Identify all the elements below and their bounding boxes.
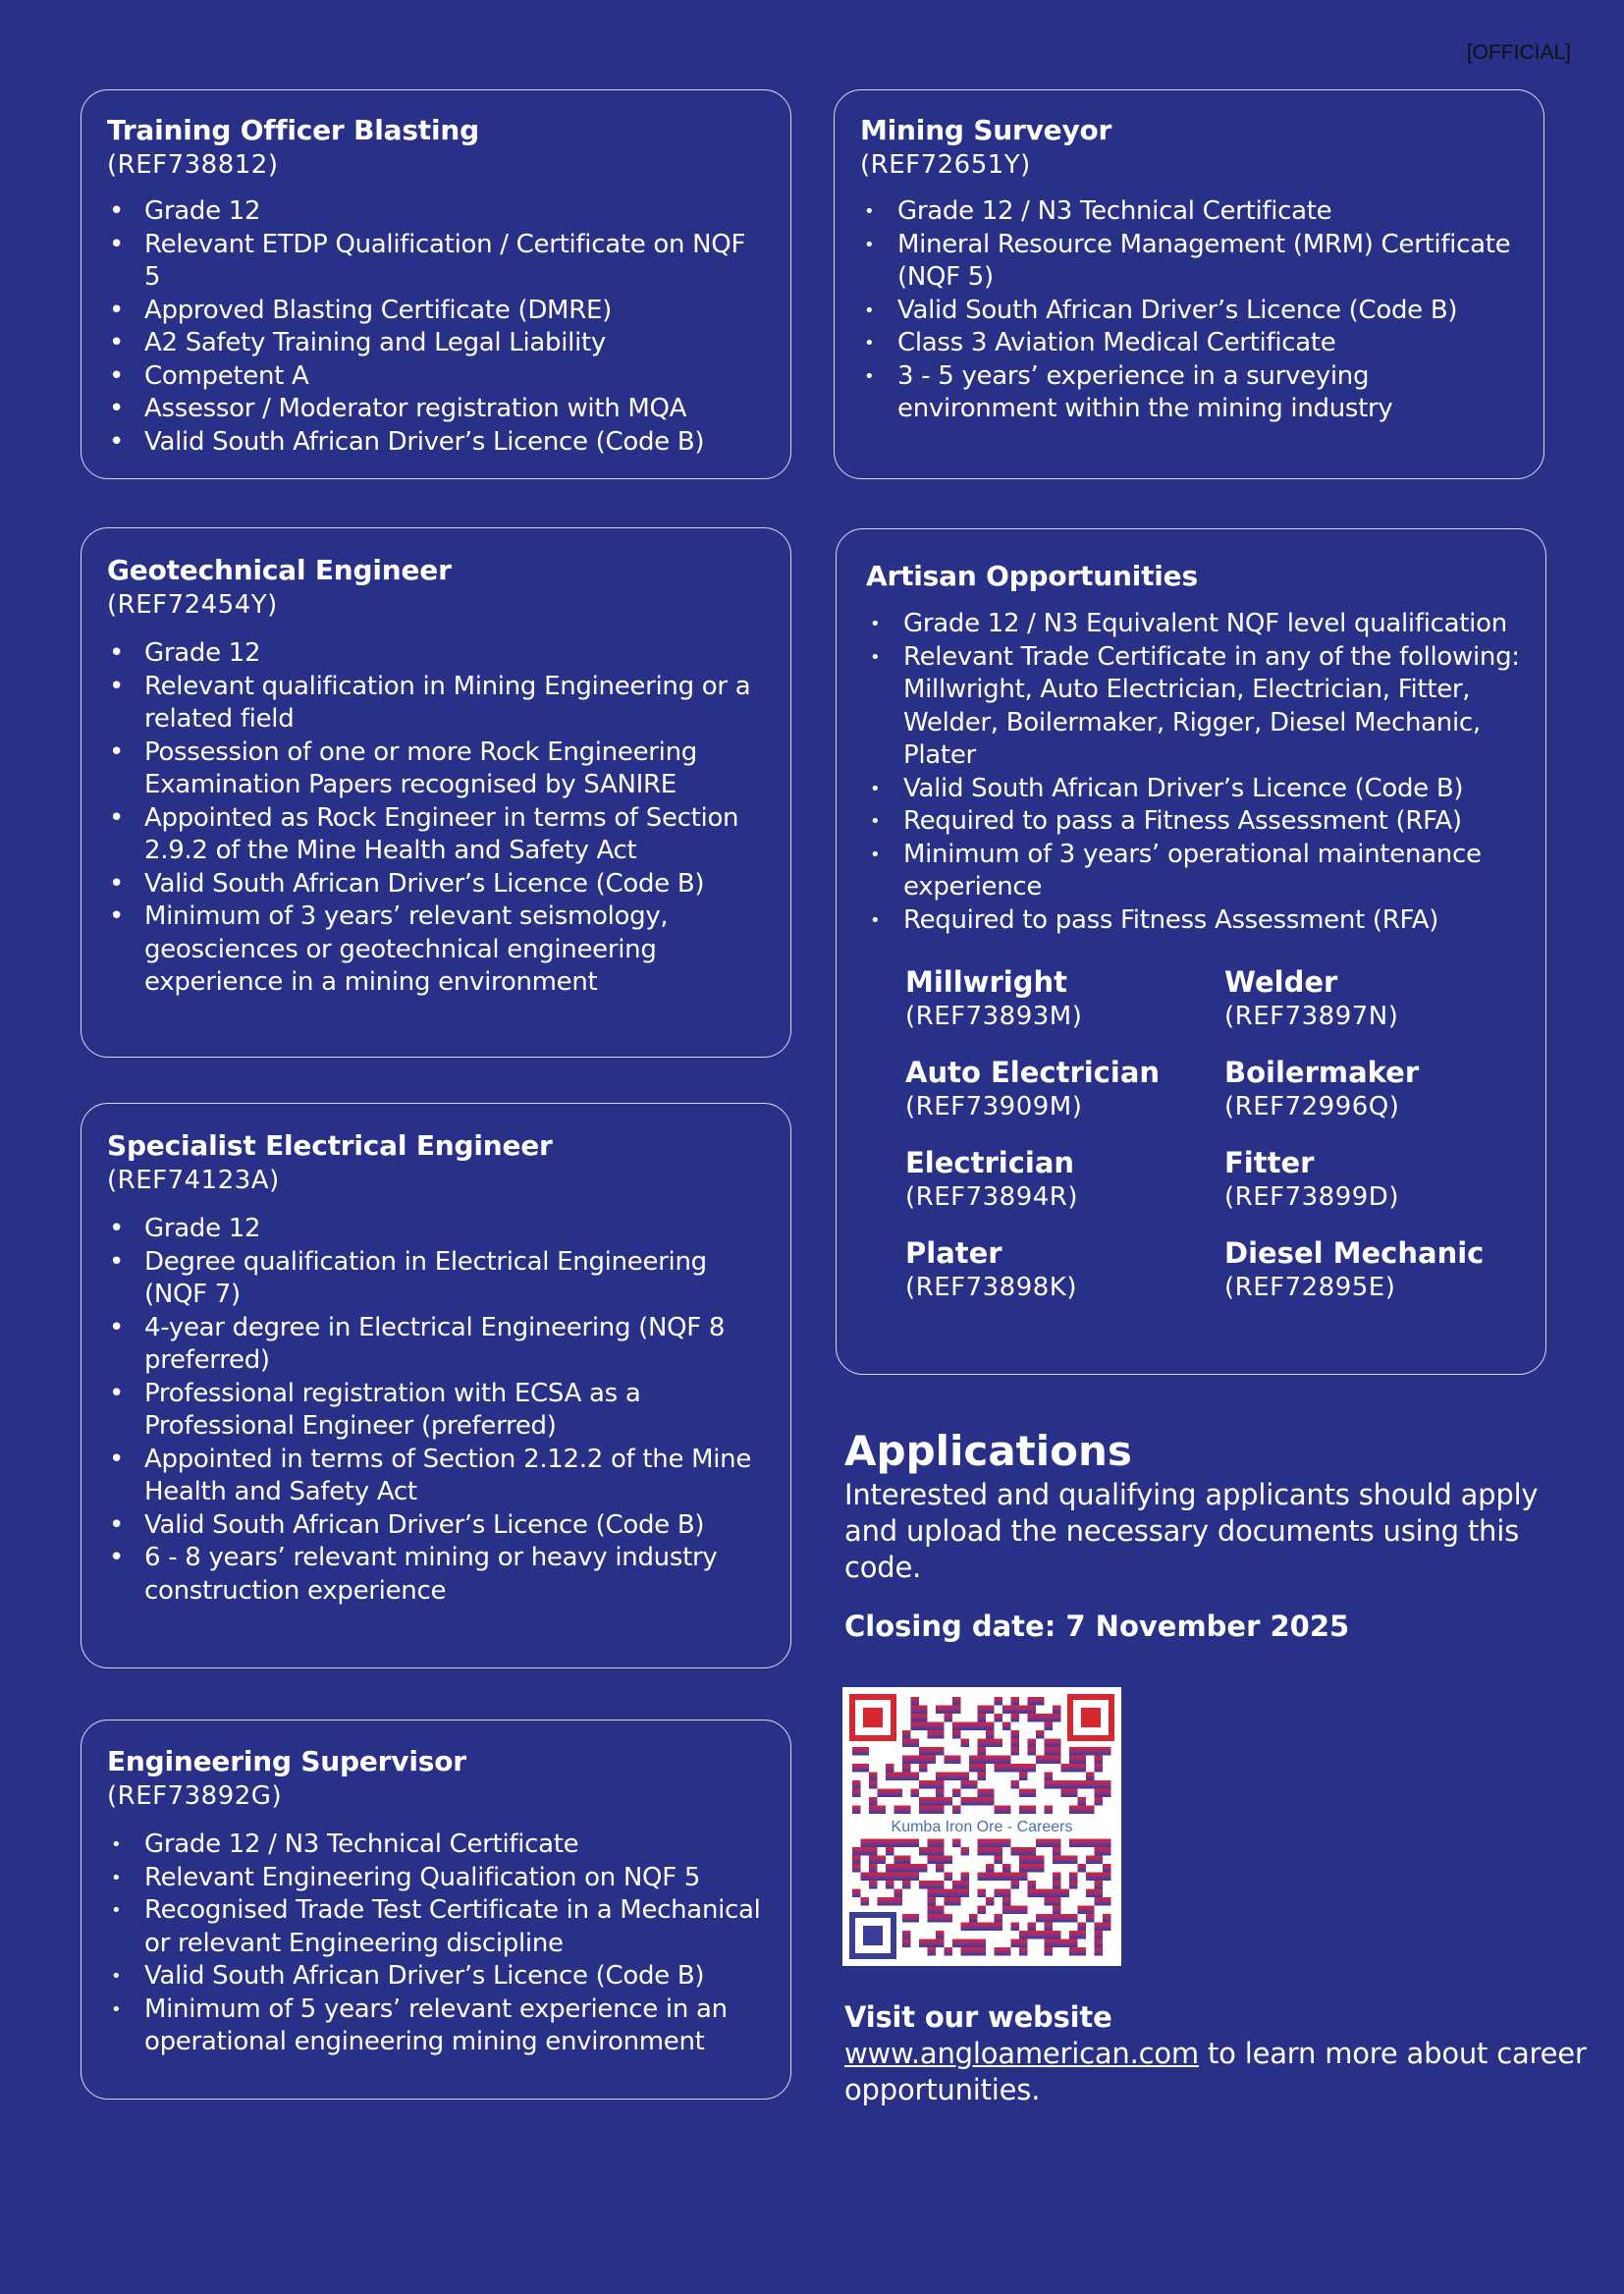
requirement-item: • Required to pass a Fitness Assessment (RFA) <box>866 805 1524 839</box>
trades-grid <box>866 964 1524 1318</box>
qr-code[interactable] <box>842 1687 1121 1966</box>
qr-caption: Kumba Iron Ore - Careers <box>891 1819 1073 1835</box>
requirement-item: • Valid South African Driver’s Licence (Code B) <box>107 1960 769 1994</box>
trade-name: Auto Electrician <box>905 1056 1161 1089</box>
job-title: Geotechnical Engineer <box>107 554 452 586</box>
applications-title: Applications <box>844 1427 1132 1475</box>
trade-boilermaker <box>1224 1055 1519 1123</box>
trade-fitter <box>1224 1145 1519 1214</box>
trade-welder <box>1224 964 1519 1033</box>
requirement-item: • 6 - 8 years’ relevant mining or heavy industry construction experience <box>107 1542 769 1608</box>
requirement-item: • Valid South African Driver’s Licence (Code B) <box>107 1509 769 1543</box>
requirement-item: • Required to pass Fitness Assessment (RFA) <box>866 904 1524 938</box>
job-title: Mining Surveyor <box>860 114 1112 146</box>
trade-reference: (REF72996Q) <box>1224 1092 1400 1121</box>
visit-text <box>844 2036 1591 2108</box>
trade-reference: (REF73898K) <box>905 1273 1077 1302</box>
requirement-item: • Grade 12 / N3 Technical Certificate <box>107 1829 769 1862</box>
closing-date: Closing date: 7 November 2025 <box>844 1610 1350 1643</box>
requirement-item: • Assessor / Moderator registration with MQA <box>107 393 769 426</box>
official-marking: [OFFICIAL] <box>1466 41 1571 64</box>
job-title: Engineering Supervisor <box>107 1745 466 1777</box>
requirement-item: • Appointed in terms of Section 2.12.2 of the Mine Health and Safety Act <box>107 1444 769 1509</box>
job-title: Training Officer Blasting <box>107 114 479 146</box>
trade-name: Welder <box>1224 965 1338 999</box>
trade-millwright <box>905 964 1200 1033</box>
job-card-training-officer-blasting <box>81 89 791 479</box>
applications-section <box>844 1426 1591 1645</box>
applications-intro: Interested and qualifying applicants should apply and upload the necessary documents using this code. <box>844 1478 1539 1584</box>
job-card-specialist-electrical-engineer <box>81 1103 791 1668</box>
visit-rest: to learn more about career opportunities. <box>844 2037 1587 2106</box>
trade-reference: (REF73899D) <box>1224 1182 1399 1212</box>
requirement-item: • Degree qualification in Electrical Engineering (NQF 7) <box>107 1246 769 1312</box>
artisan-title: Artisan Opportunities <box>866 560 1198 592</box>
requirement-item: • Appointed as Rock Engineer in terms of Section 2.9.2 of the Mine Health and Safety Act <box>107 802 769 868</box>
requirement-item: • Relevant Engineering Qualification on NQF 5 <box>107 1862 769 1895</box>
job-reference: (REF72651Y) <box>860 150 1031 180</box>
requirements-list <box>107 637 769 1000</box>
requirement-item: • 4-year degree in Electrical Engineering (NQF 8 preferred) <box>107 1312 769 1378</box>
trade-auto-electrician <box>905 1055 1200 1123</box>
trade-electrician <box>905 1145 1200 1214</box>
trade-name: Plater <box>905 1236 1002 1270</box>
requirement-item: • Recognised Trade Test Certificate in a Mechanical or relevant Engineering discipline <box>107 1894 769 1960</box>
requirement-item: • Grade 12 <box>107 637 769 671</box>
trade-diesel-mechanic <box>1224 1235 1519 1304</box>
trade-plater <box>905 1235 1200 1304</box>
visit-website-section <box>844 1999 1591 2108</box>
requirement-item: • Approved Blasting Certificate (DMRE) <box>107 295 769 328</box>
trade-reference: (REF73897N) <box>1224 1002 1399 1031</box>
requirement-item: • Grade 12 / N3 Technical Certificate <box>860 195 1522 229</box>
requirement-item: • Relevant ETDP Qualification / Certificate on NQF 5 <box>107 229 769 295</box>
requirement-item: • 3 - 5 years’ experience in a surveying environment within the mining industry <box>860 360 1522 426</box>
requirement-item: • Minimum of 5 years’ relevant experience in an operational engineering mining environment <box>107 1994 769 2059</box>
requirement-item: • Possession of one or more Rock Engineering Examination Papers recognised by SANIRE <box>107 737 769 802</box>
requirement-item: • Relevant Trade Certificate in any of the following: Millwright, Auto Electrician, Electrician, Fitter, Welder, Boilermaker, Rigger, Diesel Mechanic, Plater <box>866 641 1524 773</box>
requirement-item: • A2 Safety Training and Legal Liability <box>107 327 769 360</box>
requirement-item: • Grade 12 <box>107 195 769 229</box>
artisan-requirements-list <box>866 608 1524 937</box>
job-card-geotechnical-engineer <box>81 527 791 1058</box>
job-card-mining-surveyor <box>834 89 1544 479</box>
qr-code-image <box>842 1687 1121 1966</box>
job-reference: (REF73892G) <box>107 1781 283 1811</box>
requirement-item: • Minimum of 3 years’ relevant seismology, geosciences or geotechnical engineering experience in a mining environment <box>107 901 769 1000</box>
trade-name: Boilermaker <box>1224 1056 1420 1089</box>
visit-title: Visit our website <box>844 2000 1112 2034</box>
requirement-item: • Grade 12 <box>107 1213 769 1246</box>
trade-name: Electrician <box>905 1146 1075 1179</box>
requirement-item: • Professional registration with ECSA as a Professional Engineer (preferred) <box>107 1378 769 1444</box>
trade-reference: (REF73893M) <box>905 1002 1083 1031</box>
requirement-item: • Grade 12 / N3 Equivalent NQF level qualification <box>866 608 1524 641</box>
requirement-item: • Mineral Resource Management (MRM) Certificate (NQF 5) <box>860 229 1522 295</box>
requirement-item: • Valid South African Driver’s Licence (Code B) <box>107 426 769 460</box>
requirements-list <box>107 1829 769 2059</box>
requirements-list <box>107 1213 769 1608</box>
trade-name: Millwright <box>905 965 1067 999</box>
requirements-list <box>860 195 1522 426</box>
requirement-item: • Valid South African Driver’s Licence (Code B) <box>107 868 769 901</box>
trade-reference: (REF72895E) <box>1224 1273 1396 1302</box>
requirement-item: • Relevant qualification in Mining Engineering or a related field <box>107 671 769 737</box>
trade-name: Fitter <box>1224 1146 1315 1179</box>
requirement-item: • Competent A <box>107 360 769 394</box>
trade-name: Diesel Mechanic <box>1224 1236 1485 1270</box>
requirement-item: • Class 3 Aviation Medical Certificate <box>860 327 1522 360</box>
requirement-item: • Valid South African Driver’s Licence (Code B) <box>860 295 1522 328</box>
requirements-list <box>107 195 769 459</box>
trade-reference: (REF73909M) <box>905 1092 1083 1121</box>
trade-reference: (REF73894R) <box>905 1182 1079 1212</box>
job-card-engineering-supervisor <box>81 1720 791 2100</box>
job-title: Specialist Electrical Engineer <box>107 1129 553 1162</box>
job-reference: (REF738812) <box>107 150 279 180</box>
job-reference: (REF74123A) <box>107 1166 280 1195</box>
artisan-opportunities-card <box>836 528 1546 1375</box>
requirement-item: • Valid South African Driver’s Licence (Code B) <box>866 773 1524 806</box>
requirement-item: • Minimum of 3 years’ operational maintenance experience <box>866 839 1524 904</box>
website-link[interactable]: www.angloamerican.com <box>844 2037 1199 2070</box>
job-reference: (REF72454Y) <box>107 590 278 620</box>
